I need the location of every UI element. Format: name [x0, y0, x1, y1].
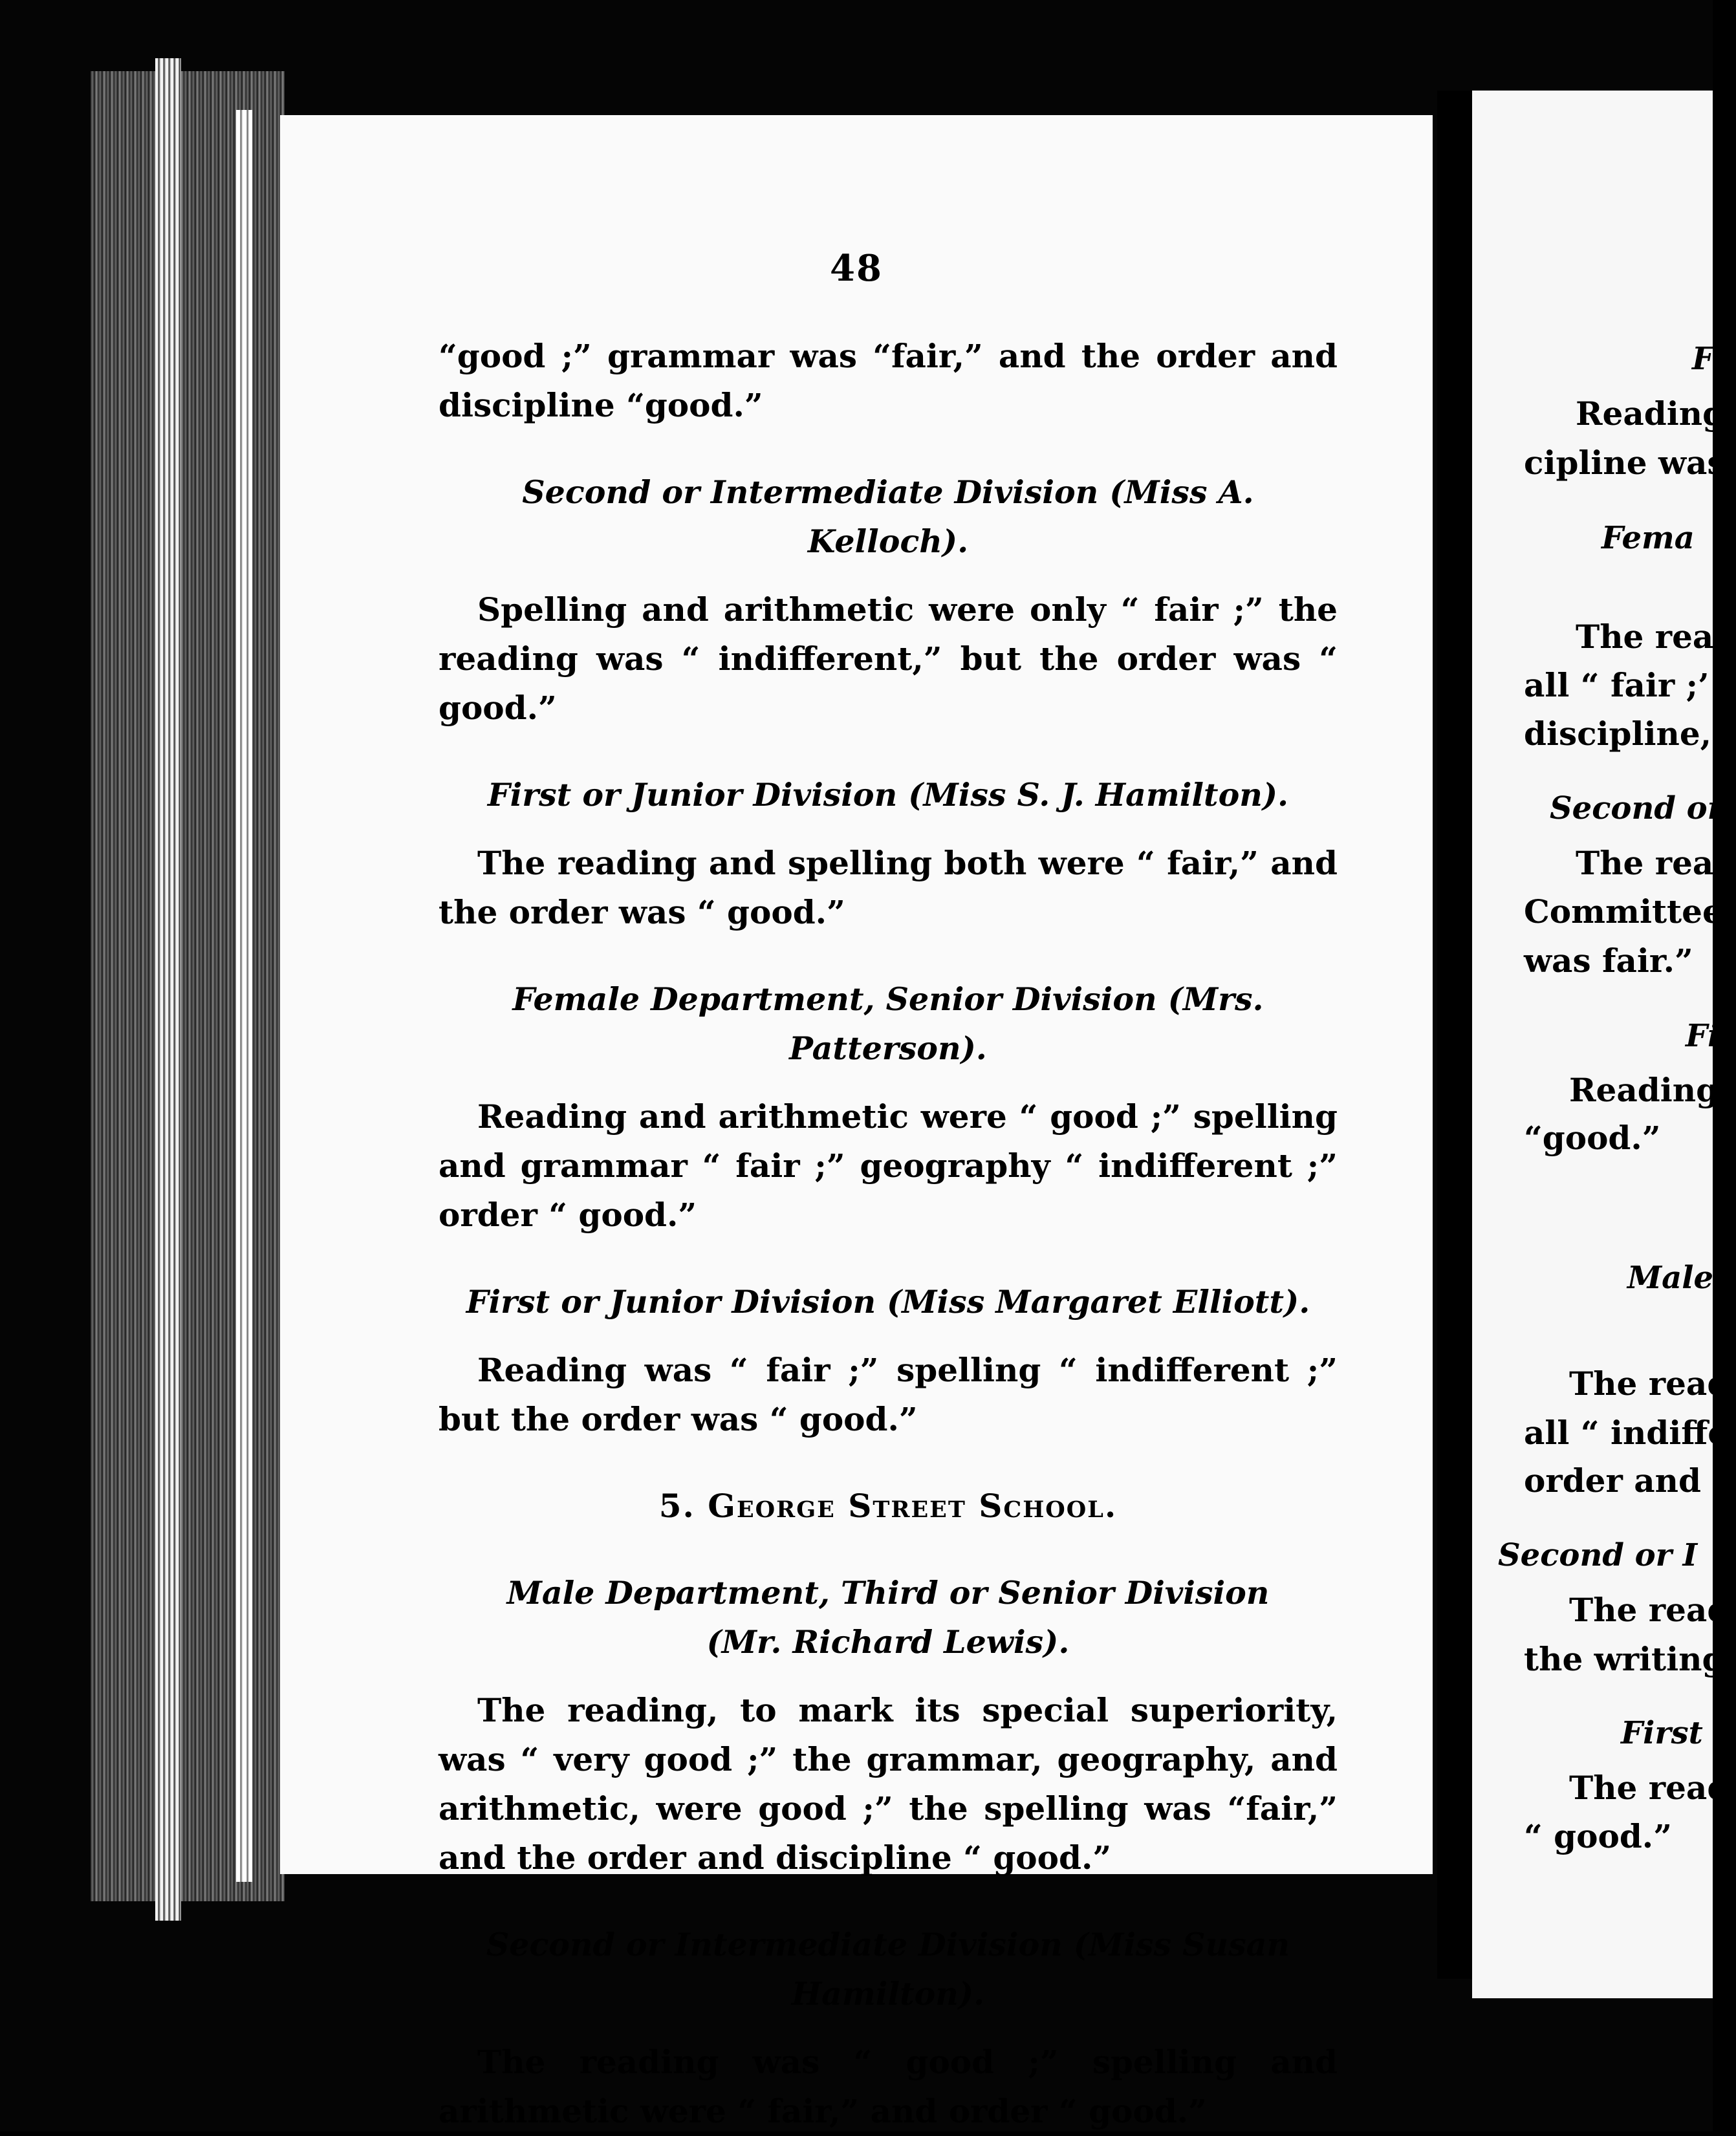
right-page-fragment: The read	[1569, 1591, 1730, 1629]
right-page-fragment: The read	[1569, 1769, 1730, 1807]
right-page-fragment: Male	[1627, 1260, 1714, 1296]
paragraph: Reading was “ fair ;” spelling “ indifferent ;” but the order was “ good.”	[439, 1351, 1338, 1438]
book-page-edges-band	[155, 58, 181, 1921]
paragraph: The reading was “ good ;” spelling and arithmetic were “ fair,” and order “ good.”	[439, 2043, 1338, 2130]
right-page-fragment: Second or I	[1498, 1537, 1698, 1573]
right-page-fragment: Reading	[1576, 394, 1726, 433]
division-heading-teacher: (Mr. Richard Lewis).	[706, 1623, 1070, 1661]
division-heading: Second or Intermediate Division (Miss A. Kelloch).	[522, 473, 1254, 560]
right-page-fragment: the writing	[1524, 1640, 1725, 1678]
paragraph: “good ;” grammar was “fair,” and the order and discipline “good.”	[439, 337, 1338, 424]
right-page-fragment: was fair.”	[1524, 942, 1693, 980]
division-heading: Female Department, Senior Division (Mrs. Patterson).	[512, 980, 1264, 1067]
right-page-fragment: Fi	[1686, 1018, 1720, 1054]
book-page-edge-highlight	[236, 110, 252, 1882]
right-page-fragment: “ good.”	[1524, 1817, 1672, 1855]
paragraph: The reading and spelling both were “ fair,” and the order was “ good.”	[439, 844, 1338, 931]
paragraph: The reading, to mark its special superiority, was “ very good ;” the grammar, geography, and arithmetic, were good ;” the spelling was “fair,” and the order and discipline “ good.”	[439, 1691, 1338, 1877]
right-page-cropped	[1472, 91, 1736, 1998]
division-heading: First or Junior Division (Miss S. J. Hamilton).	[487, 776, 1289, 814]
right-page-fragment: discipline,	[1524, 715, 1712, 753]
right-page-fragment: order and c	[1524, 1462, 1732, 1500]
division-heading: Second or Intermediate Division (Miss Susan Hamilton).	[486, 1926, 1290, 2012]
right-page-fragment: F	[1692, 341, 1715, 377]
left-page	[280, 115, 1433, 2130]
division-heading: Male Department, Third or Senior Division	[506, 1574, 1270, 1612]
school-heading: 5. George Street School.	[658, 1487, 1118, 1525]
division-heading: First or Junior Division (Miss Margaret Elliott).	[466, 1283, 1310, 1321]
right-page-fragment: Second or	[1550, 790, 1724, 826]
right-page-fragment: The read	[1576, 844, 1736, 882]
right-page-fragment: First	[1621, 1715, 1703, 1751]
right-page-fragment: “good.”	[1524, 1119, 1661, 1157]
right-page-fragment: Reading	[1569, 1071, 1719, 1109]
right-page-fragment: all “ fair ;’	[1524, 666, 1709, 704]
right-page-fragment: The reac	[1576, 618, 1733, 656]
right-page-fragment: all “ indiffe	[1524, 1414, 1729, 1452]
book-binding-gutter	[1437, 91, 1472, 1979]
right-page-fragment: Fema	[1601, 520, 1695, 556]
right-page-fragment: The read	[1569, 1365, 1730, 1403]
paragraph: Reading and arithmetic were “ good ;” spelling and grammar “ fair ;” geography “ indifferent ;” order “ good.”	[439, 1097, 1338, 1234]
book-page-edges	[91, 71, 285, 1901]
right-page-fragment: cipline was	[1524, 444, 1726, 482]
page-number: 48	[830, 247, 883, 290]
right-page-fragment: Committee	[1524, 892, 1723, 931]
left-page-text	[439, 332, 1338, 2136]
paragraph: Spelling and arithmetic were only “ fair ;” the reading was “ indifferent,” but the order was “ good.”	[439, 590, 1338, 727]
